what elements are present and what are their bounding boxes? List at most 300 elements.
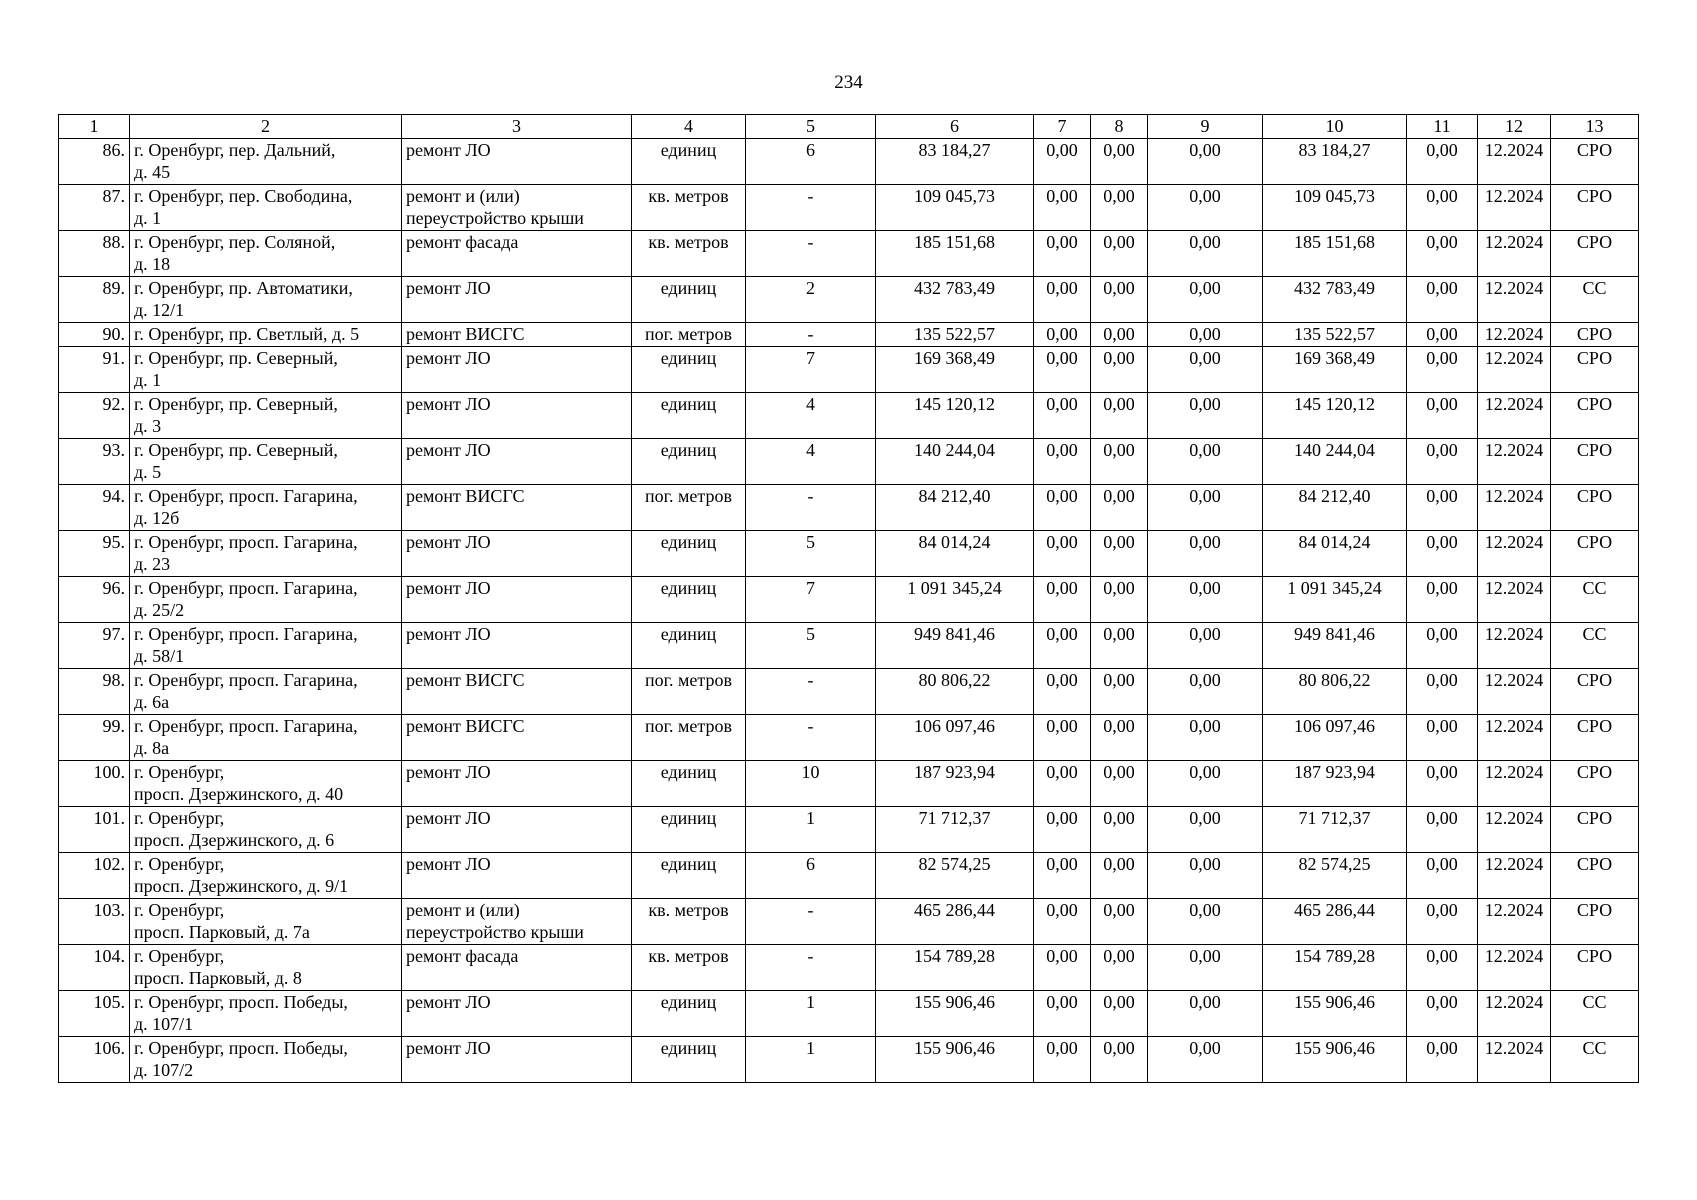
address-line: д. 1 [134,370,162,390]
deadline-cell: 12.2024 [1478,715,1551,761]
work-type-cell [402,139,632,185]
total-cost-cell: 154 789,28 [876,945,1034,991]
col9-cell: 0,00 [1148,945,1263,991]
work-type-cell [402,1037,632,1083]
total-cost-cell: 106 097,46 [876,715,1034,761]
col9-cell: 0,00 [1148,347,1263,393]
total-cost-cell: 109 045,73 [876,185,1034,231]
deadline-cell: 12.2024 [1478,231,1551,277]
work-type-line: ремонт ЛО [406,140,491,160]
unit-cell: единиц [632,139,746,185]
deadline-cell: 12.2024 [1478,991,1551,1037]
address-cell [130,393,402,439]
column-header: 11 [1407,115,1478,139]
row-number-cell: 90. [59,323,130,347]
column-header: 6 [876,115,1034,139]
unit-cell: единиц [632,393,746,439]
quantity-cell: 7 [746,347,876,393]
col10-cell: 145 120,12 [1263,393,1407,439]
address-line: д. 8а [134,738,170,758]
address-line: д. 23 [134,554,171,574]
unit-cell: пог. метров [632,669,746,715]
address-line: д. 1 [134,208,162,228]
address-cell [130,439,402,485]
address-line: г. Оренбург, пр. Северный, [134,440,338,460]
col9-cell: 0,00 [1148,439,1263,485]
total-cost-cell: 135 522,57 [876,323,1034,347]
quantity-cell: - [746,899,876,945]
col8-cell: 0,00 [1091,623,1148,669]
col10-cell: 187 923,94 [1263,761,1407,807]
col7-cell: 0,00 [1034,139,1091,185]
total-cost-cell: 465 286,44 [876,899,1034,945]
table-row [59,945,1639,991]
table-row [59,185,1639,231]
deadline-cell: 12.2024 [1478,1037,1551,1083]
col9-cell: 0,00 [1148,185,1263,231]
table-row [59,715,1639,761]
col11-cell: 0,00 [1407,761,1478,807]
col8-cell: 0,00 [1091,393,1148,439]
col11-cell: 0,00 [1407,807,1478,853]
col9-cell: 0,00 [1148,323,1263,347]
unit-cell: пог. метров [632,715,746,761]
col9-cell: 0,00 [1148,899,1263,945]
col7-cell: 0,00 [1034,577,1091,623]
work-type-cell [402,439,632,485]
work-type-cell [402,393,632,439]
funding-source-cell: СРО [1551,393,1639,439]
work-type-line: ремонт ЛО [406,762,491,782]
work-type-line: ремонт ЛО [406,808,491,828]
col11-cell: 0,00 [1407,277,1478,323]
address-line: г. Оренбург, [134,946,225,966]
table-row [59,531,1639,577]
row-number-cell: 105. [59,991,130,1037]
address-line: г. Оренбург, пер. Свободина, [134,186,353,206]
address-line: г. Оренбург, просп. Победы, [134,1038,348,1058]
table-row [59,485,1639,531]
work-type-line: переустройство крыши [406,922,584,942]
address-cell [130,277,402,323]
address-line: просп. Дзержинского, д. 40 [134,784,344,804]
col8-cell: 0,00 [1091,1037,1148,1083]
funding-source-cell: СРО [1551,323,1639,347]
deadline-cell: 12.2024 [1478,623,1551,669]
work-type-line: ремонт ЛО [406,532,491,552]
deadline-cell: 12.2024 [1478,669,1551,715]
quantity-cell: 1 [746,1037,876,1083]
col8-cell: 0,00 [1091,531,1148,577]
col7-cell: 0,00 [1034,853,1091,899]
address-cell [130,807,402,853]
col8-cell: 0,00 [1091,715,1148,761]
table-row [59,669,1639,715]
column-header: 5 [746,115,876,139]
col8-cell: 0,00 [1091,439,1148,485]
col7-cell: 0,00 [1034,807,1091,853]
address-line: просп. Парковый, д. 7а [134,922,310,942]
address-cell [130,185,402,231]
quantity-cell: 6 [746,853,876,899]
work-type-cell [402,347,632,393]
address-cell [130,991,402,1037]
table-row [59,277,1639,323]
col11-cell: 0,00 [1407,991,1478,1037]
address-cell [130,323,402,347]
quantity-cell: - [746,231,876,277]
funding-source-cell: СС [1551,991,1639,1037]
address-line: г. Оренбург, просп. Гагарина, [134,532,358,552]
total-cost-cell: 185 151,68 [876,231,1034,277]
quantity-cell: 7 [746,577,876,623]
funding-source-cell: СРО [1551,669,1639,715]
funding-source-cell: СРО [1551,945,1639,991]
col9-cell: 0,00 [1148,231,1263,277]
address-line: просп. Дзержинского, д. 6 [134,830,335,850]
col10-cell: 106 097,46 [1263,715,1407,761]
work-type-cell [402,761,632,807]
col10-cell: 140 244,04 [1263,439,1407,485]
col7-cell: 0,00 [1034,393,1091,439]
unit-cell: единиц [632,761,746,807]
col7-cell: 0,00 [1034,991,1091,1037]
unit-cell: кв. метров [632,231,746,277]
work-type-line: ремонт ЛО [406,624,491,644]
column-header: 2 [130,115,402,139]
work-type-cell [402,715,632,761]
col9-cell: 0,00 [1148,991,1263,1037]
table-body [59,139,1639,1083]
work-type-cell [402,807,632,853]
funding-source-cell: СРО [1551,531,1639,577]
work-type-line: ремонт ЛО [406,854,491,874]
quantity-cell: - [746,715,876,761]
table-row [59,761,1639,807]
deadline-cell: 12.2024 [1478,393,1551,439]
work-type-cell [402,323,632,347]
funding-source-cell: СРО [1551,485,1639,531]
address-line: д. 12б [134,508,180,528]
col9-cell: 0,00 [1148,623,1263,669]
row-number-cell: 89. [59,277,130,323]
col10-cell: 154 789,28 [1263,945,1407,991]
work-type-cell [402,277,632,323]
col8-cell: 0,00 [1091,231,1148,277]
table-row [59,807,1639,853]
unit-cell: единиц [632,531,746,577]
funding-source-cell: СРО [1551,185,1639,231]
col7-cell: 0,00 [1034,715,1091,761]
col10-cell: 71 712,37 [1263,807,1407,853]
address-line: г. Оренбург, пер. Дальний, [134,140,336,160]
table-row [59,231,1639,277]
column-header: 1 [59,115,130,139]
col7-cell: 0,00 [1034,185,1091,231]
quantity-cell: - [746,185,876,231]
total-cost-cell: 432 783,49 [876,277,1034,323]
row-number-cell: 102. [59,853,130,899]
col7-cell: 0,00 [1034,623,1091,669]
work-type-cell [402,853,632,899]
unit-cell: кв. метров [632,899,746,945]
address-line: д. 107/2 [134,1060,194,1080]
col7-cell: 0,00 [1034,1037,1091,1083]
work-type-line: ремонт фасада [406,946,519,966]
col11-cell: 0,00 [1407,945,1478,991]
funding-source-cell: СРО [1551,853,1639,899]
work-type-line: ремонт ВИСГС [406,486,525,506]
address-line: г. Оренбург, [134,900,225,920]
deadline-cell: 12.2024 [1478,185,1551,231]
col7-cell: 0,00 [1034,761,1091,807]
col10-cell: 155 906,46 [1263,991,1407,1037]
total-cost-cell: 83 184,27 [876,139,1034,185]
address-line: г. Оренбург, просп. Гагарина, [134,578,358,598]
col7-cell: 0,00 [1034,531,1091,577]
col11-cell: 0,00 [1407,531,1478,577]
col10-cell: 84 212,40 [1263,485,1407,531]
column-header: 4 [632,115,746,139]
work-type-line: ремонт ЛО [406,440,491,460]
col9-cell: 0,00 [1148,807,1263,853]
total-cost-cell: 155 906,46 [876,1037,1034,1083]
unit-cell: пог. метров [632,323,746,347]
work-type-line: ремонт ЛО [406,348,491,368]
col10-cell: 84 014,24 [1263,531,1407,577]
col11-cell: 0,00 [1407,577,1478,623]
col7-cell: 0,00 [1034,323,1091,347]
col9-cell: 0,00 [1148,761,1263,807]
col8-cell: 0,00 [1091,485,1148,531]
quantity-cell: - [746,669,876,715]
row-number-cell: 99. [59,715,130,761]
address-cell [130,1037,402,1083]
col7-cell: 0,00 [1034,231,1091,277]
quantity-cell: - [746,945,876,991]
col11-cell: 0,00 [1407,347,1478,393]
col9-cell: 0,00 [1148,577,1263,623]
work-type-line: ремонт фасада [406,232,519,252]
unit-cell: единиц [632,577,746,623]
quantity-cell: 2 [746,277,876,323]
row-number-cell: 100. [59,761,130,807]
funding-source-cell: СРО [1551,439,1639,485]
col7-cell: 0,00 [1034,945,1091,991]
address-line: д. 45 [134,162,171,182]
row-number-cell: 92. [59,393,130,439]
col10-cell: 82 574,25 [1263,853,1407,899]
quantity-cell: 1 [746,991,876,1037]
funding-source-cell: СРО [1551,139,1639,185]
total-cost-cell: 84 014,24 [876,531,1034,577]
address-line: г. Оренбург, [134,854,225,874]
address-cell [130,231,402,277]
quantity-cell: 10 [746,761,876,807]
row-number-cell: 98. [59,669,130,715]
funding-source-cell: СРО [1551,231,1639,277]
unit-cell: пог. метров [632,485,746,531]
address-line: д. 25/2 [134,600,185,620]
col8-cell: 0,00 [1091,577,1148,623]
total-cost-cell: 84 212,40 [876,485,1034,531]
col9-cell: 0,00 [1148,485,1263,531]
page-number: 234 [834,72,863,93]
work-type-cell [402,669,632,715]
deadline-cell: 12.2024 [1478,899,1551,945]
total-cost-cell: 949 841,46 [876,623,1034,669]
deadline-cell: 12.2024 [1478,577,1551,623]
table-row [59,899,1639,945]
col11-cell: 0,00 [1407,139,1478,185]
unit-cell: единиц [632,1037,746,1083]
work-type-line: ремонт ЛО [406,394,491,414]
unit-cell: кв. метров [632,945,746,991]
col9-cell: 0,00 [1148,853,1263,899]
quantity-cell: 5 [746,531,876,577]
table-row [59,439,1639,485]
total-cost-cell: 1 091 345,24 [876,577,1034,623]
address-line: г. Оренбург, просп. Победы, [134,992,348,1012]
deadline-cell: 12.2024 [1478,531,1551,577]
table-row [59,991,1639,1037]
address-line: д. 5 [134,462,162,482]
work-type-line: ремонт ВИСГС [406,716,525,736]
col8-cell: 0,00 [1091,139,1148,185]
col10-cell: 80 806,22 [1263,669,1407,715]
col11-cell: 0,00 [1407,393,1478,439]
address-line: г. Оренбург, просп. Гагарина, [134,624,358,644]
col11-cell: 0,00 [1407,185,1478,231]
work-type-cell [402,577,632,623]
work-type-cell [402,945,632,991]
address-line: г. Оренбург, пр. Северный, [134,394,338,414]
work-type-line: ремонт и (или) [406,186,520,206]
address-cell [130,577,402,623]
col8-cell: 0,00 [1091,945,1148,991]
deadline-cell: 12.2024 [1478,807,1551,853]
column-header: 12 [1478,115,1551,139]
work-type-line: ремонт и (или) [406,900,520,920]
address-cell [130,761,402,807]
col9-cell: 0,00 [1148,277,1263,323]
address-cell [130,899,402,945]
column-header: 3 [402,115,632,139]
address-line: г. Оренбург, просп. Гагарина, [134,486,358,506]
funding-source-cell: СС [1551,623,1639,669]
col8-cell: 0,00 [1091,899,1148,945]
col7-cell: 0,00 [1034,347,1091,393]
address-line: г. Оренбург, [134,762,225,782]
col11-cell: 0,00 [1407,485,1478,531]
address-cell [130,715,402,761]
col8-cell: 0,00 [1091,185,1148,231]
work-type-line: ремонт ЛО [406,578,491,598]
row-number-cell: 87. [59,185,130,231]
work-type-line: ремонт ЛО [406,992,491,1012]
col7-cell: 0,00 [1034,439,1091,485]
quantity-cell: 5 [746,623,876,669]
row-number-cell: 95. [59,531,130,577]
total-cost-cell: 145 120,12 [876,393,1034,439]
address-line: г. Оренбург, просп. Гагарина, [134,670,358,690]
column-number-row [59,115,1639,139]
col7-cell: 0,00 [1034,277,1091,323]
quantity-cell: 1 [746,807,876,853]
col10-cell: 432 783,49 [1263,277,1407,323]
address-cell [130,531,402,577]
deadline-cell: 12.2024 [1478,277,1551,323]
total-cost-cell: 169 368,49 [876,347,1034,393]
column-header: 10 [1263,115,1407,139]
row-number-cell: 106. [59,1037,130,1083]
table-row [59,393,1639,439]
work-type-cell [402,185,632,231]
row-number-cell: 94. [59,485,130,531]
unit-cell: кв. метров [632,185,746,231]
column-header: 7 [1034,115,1091,139]
funding-source-cell: СС [1551,577,1639,623]
deadline-cell: 12.2024 [1478,323,1551,347]
quantity-cell: - [746,323,876,347]
quantity-cell: 4 [746,393,876,439]
address-line: г. Оренбург, [134,808,225,828]
row-number-cell: 96. [59,577,130,623]
row-number-cell: 86. [59,139,130,185]
unit-cell: единиц [632,277,746,323]
row-number-cell: 101. [59,807,130,853]
col11-cell: 0,00 [1407,1037,1478,1083]
column-header: 8 [1091,115,1148,139]
row-number-cell: 91. [59,347,130,393]
table-row [59,577,1639,623]
total-cost-cell: 71 712,37 [876,807,1034,853]
col7-cell: 0,00 [1034,485,1091,531]
work-type-line: ремонт ЛО [406,1038,491,1058]
funding-source-cell: СС [1551,277,1639,323]
col11-cell: 0,00 [1407,853,1478,899]
work-type-line: ремонт ВИСГС [406,324,525,344]
row-number-cell: 103. [59,899,130,945]
address-cell [130,669,402,715]
column-header: 13 [1551,115,1639,139]
address-line: д. 58/1 [134,646,185,666]
address-cell [130,485,402,531]
column-header: 9 [1148,115,1263,139]
address-cell [130,945,402,991]
unit-cell: единиц [632,347,746,393]
work-type-line: ремонт ВИСГС [406,670,525,690]
col10-cell: 83 184,27 [1263,139,1407,185]
deadline-cell: 12.2024 [1478,439,1551,485]
quantity-cell: - [746,485,876,531]
address-line: д. 107/1 [134,1014,194,1034]
address-line: г. Оренбург, просп. Гагарина, [134,716,358,736]
col11-cell: 0,00 [1407,439,1478,485]
deadline-cell: 12.2024 [1478,761,1551,807]
table-row [59,1037,1639,1083]
col8-cell: 0,00 [1091,669,1148,715]
total-cost-cell: 82 574,25 [876,853,1034,899]
work-type-cell [402,231,632,277]
quantity-cell: 4 [746,439,876,485]
work-type-cell [402,899,632,945]
unit-cell: единиц [632,439,746,485]
deadline-cell: 12.2024 [1478,853,1551,899]
unit-cell: единиц [632,853,746,899]
address-line: д. 18 [134,254,171,274]
total-cost-cell: 140 244,04 [876,439,1034,485]
